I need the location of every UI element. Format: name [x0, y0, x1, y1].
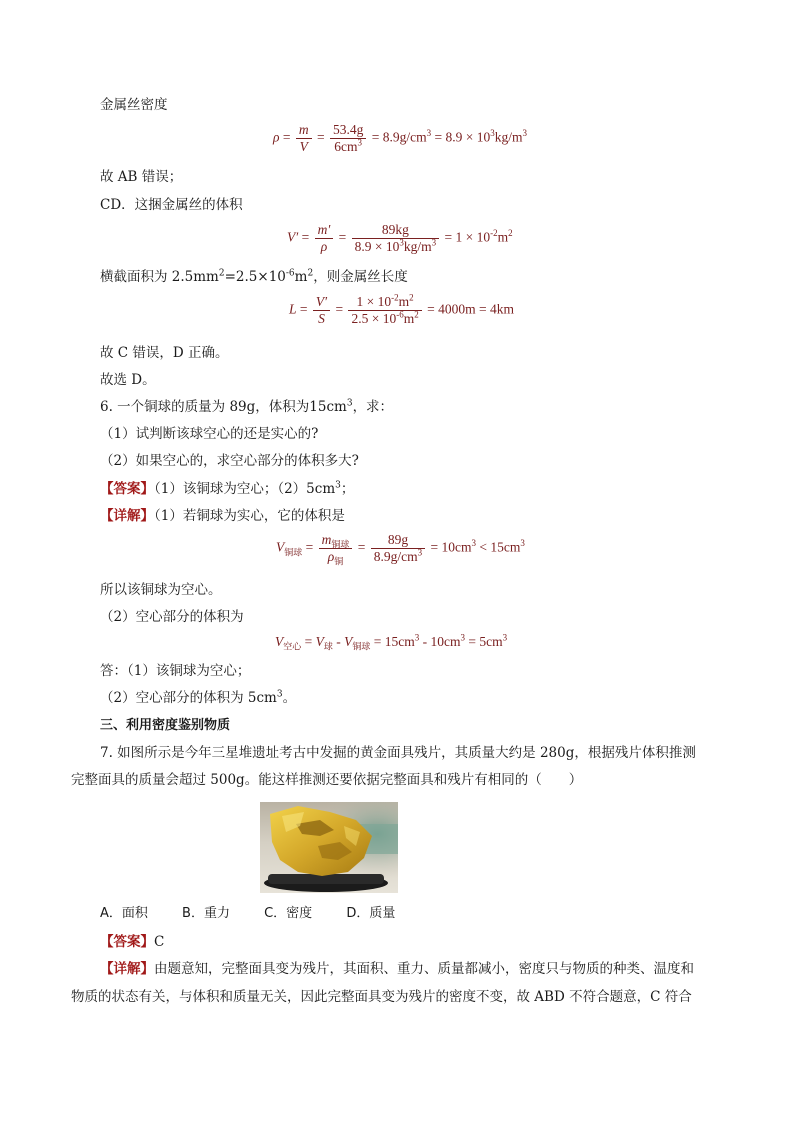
detail-tag: 【详解】: [100, 961, 154, 977]
gold-mask-photo: [260, 802, 398, 893]
answer-6-part-1: 答：（1）该铜球为空心；: [100, 663, 251, 679]
text-hollow-conclusion: 所以该铜球为空心。: [100, 582, 222, 598]
text-cross-section: 横截面积为 $2.5mm^2=2.5\times 10^{-6}m^2$，则金属丝长度: [100, 268, 408, 285]
question-6-part-2: （2）如果空心的，求空心部分的体积多大?: [100, 453, 359, 469]
volume-equation: V′ = $\frac{m'}{\rho}$ = $\frac{89kg}{8.9 \times 10^3kg/m^3}$ = $1 \times 10^{-2}m^2$: [287, 222, 513, 254]
option-d[interactable]: D．质量: [346, 906, 396, 921]
question-7-line-1: 7. 如图所示是今年三星堆遗址考古中发掘的黄金面具残片，其质量大约是 280g，根据残片体积推测: [100, 745, 696, 761]
text-ab-wrong: 故 AB 错误；: [100, 169, 183, 185]
text-c-wrong-d-right: 故 C 错误，D 正确。: [100, 345, 229, 361]
option-c[interactable]: C．密度: [264, 906, 313, 921]
option-b[interactable]: B．重力: [182, 906, 230, 921]
text-hollow-volume: （2）空心部分的体积为: [100, 609, 244, 625]
density-equation: ρ = $\frac{m}{V}$ = $\frac{53.4g}{6cm^3}$ = $8.9g/cm^3 = 8.9 \times 10^3kg/m^3$: [273, 122, 527, 154]
length-equation: L = $\frac{V'}{S}$ = $\frac{1 \times 10^{-2}m^2}{2.5 \times 10^{-6}m^2}$ = 4000m = 4km: [289, 292, 514, 326]
answer-tag: 【答案】: [100, 481, 154, 497]
gold-mask-image: [260, 802, 398, 893]
answer-tag: 【答案】: [100, 934, 154, 950]
text-choose-d: 故选 D。: [100, 372, 156, 388]
detail-6: 【详解】（1）若铜球为实心，它的体积是: [100, 508, 345, 524]
hollow-volume-equation: $V_{空心} = V_球 - V_{铜球} = 15cm^3 - 10cm^3 = 5cm^3$: [275, 632, 508, 652]
text-cd-volume: CD．这捆金属丝的体积: [100, 197, 243, 213]
detail-7-line-2: 物质的状态有关，与体积和质量无关，因此完整面具变为残片的密度不变，故 ABD 不符合题意，C 符合: [71, 989, 692, 1005]
answer-6-part-2: （2）空心部分的体积为 $5cm^3$。: [100, 689, 297, 706]
copper-ball-volume-equation: $V_{铜球}$ = $\frac{m_{铜球}}{\rho_铜}$ = $\frac{89g}{8.9g/cm^3}$ = $10cm^3 < 15cm^3$: [276, 532, 525, 567]
text-density-label: 金属丝密度: [100, 97, 168, 113]
detail-7-line-1: 【详解】由题意知，完整面具变为残片，其面积、重力、质量都减小，密度只与物质的种类、温度和: [100, 961, 694, 977]
question-7-line-2: 完整面具的质量会超过 500g。能这样推测还要依据完整面具和残片有相同的（ ）: [71, 772, 583, 788]
answer-6: 【答案】（1）该铜球为空心；$(2)5cm^3$；: [100, 480, 355, 497]
detail-tag: 【详解】: [100, 508, 154, 524]
question-6: 6. 一个铜球的质量为 89g，体积为$15cm^3$，求：: [100, 398, 394, 415]
section-heading: 三、利用密度鉴别物质: [100, 718, 231, 733]
question-6-part-1: （1）试判断该球空心的还是实心的?: [100, 426, 319, 442]
options-row: [100, 905, 395, 923]
option-a[interactable]: A．面积: [100, 906, 148, 921]
answer-7: 【答案】C: [100, 934, 165, 950]
